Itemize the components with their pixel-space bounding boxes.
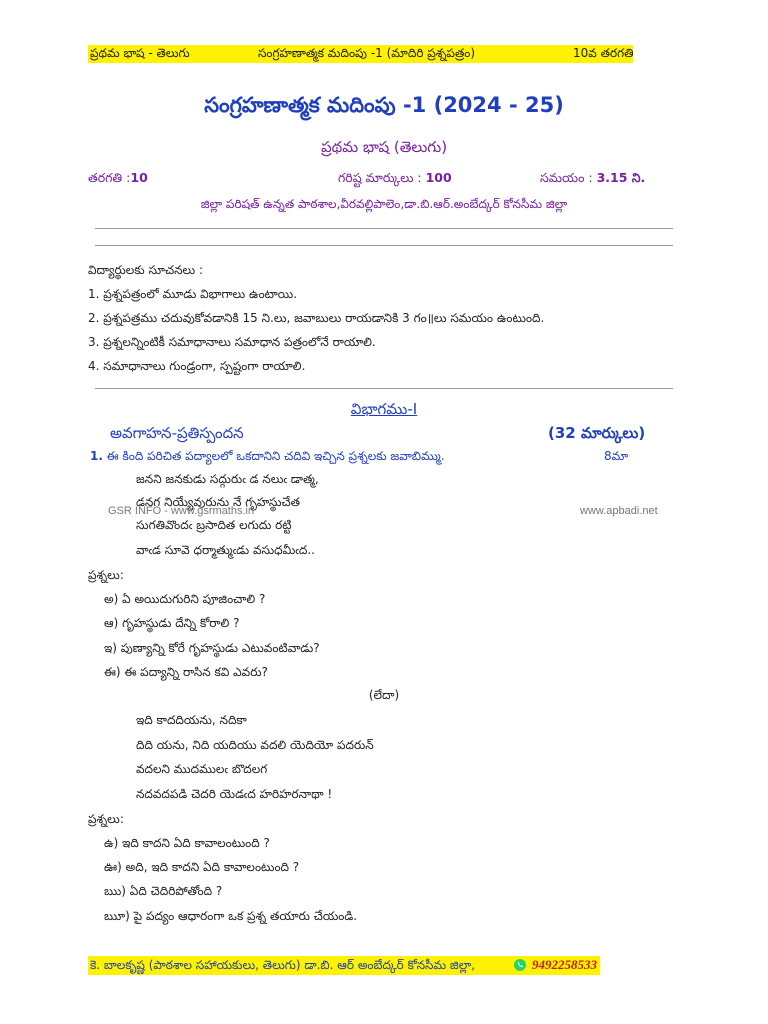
divider-top-2 <box>95 245 673 246</box>
school-name: జిల్లా పరిషత్ ఉన్నత పాఠశాల,వీరవల్లిపాలెం,డా.బి.ఆర్.అంబేద్కర్ కోనసీమ జిల్లా <box>200 197 568 211</box>
sub-question: ఊ) అది, ఇది కాదని ఏది కావాలంటుంది ? <box>104 860 300 874</box>
sub-question: అ) ఏ అయిదుగురిని పూజించాలి ? <box>104 592 266 606</box>
poem-line: డనగ నియ్యేవురును నే గృహస్థుచేత <box>136 495 300 509</box>
poem-line: ఇది కాదదియను, నదికా <box>136 713 247 727</box>
instruction-item: 2. ప్రశ్నపత్రము చదువుకోవడానికి 15 ని.లు, జవాబులు రాయడానికి 3 గం॥లు సమయం ఉంటుంది. <box>88 311 545 325</box>
poem-line: నదవదపడి చెదరి యెడఁద హరిహరనాథా ! <box>136 787 333 801</box>
sub-question: ఈ) ఈ పద్యాన్ని రాసిన కవి ఎవరు? <box>104 665 268 679</box>
question-text: ఈ కింది పరిచిత పద్యాలలో ఒకదానిని చదివి ఇచ్చిన ప్రశ్నలకు జవాబిమ్ము. <box>106 449 445 463</box>
marks-value: 100 <box>425 170 452 185</box>
divider-mid <box>95 388 673 389</box>
watermark-left: GSR INFO - www.gsrmaths.in <box>108 505 255 517</box>
time-label: సమయం : <box>540 170 593 185</box>
sub-question: ఋ) ఏది చెదిరిపోతోంది ? <box>104 884 223 898</box>
footer-credit: కె. బాలకృష్ణ (పాఠశాల సహాయకులు, తెలుగు) డా.బి. ఆర్ అంబేద్కర్ కోనసీమ జిల్లా, <box>90 958 476 972</box>
question-marks: 8మా <box>604 449 629 463</box>
time-info <box>540 170 645 189</box>
question-1 <box>90 449 445 466</box>
watermark-right: www.apbadi.net <box>580 505 658 517</box>
poem-line: వాఁడ సూవె ధర్మాత్ముఁడు వసుధమీఁద.. <box>136 543 315 557</box>
header-right: 10వ తరగతి <box>573 46 634 60</box>
questions-label: ప్రశ్నలు: <box>88 812 124 826</box>
question-number: 1. <box>90 449 103 463</box>
page-subtitle: ప్రథమ భాష (తెలుగు) <box>320 138 448 156</box>
or-separator: (లేదా) <box>368 688 400 702</box>
section-marks: (32 మార్కులు) <box>548 424 646 442</box>
sub-question: ఆ) గృహస్థుడు దేన్ని కోరాలి ? <box>104 616 240 630</box>
questions-label: ప్రశ్నలు: <box>88 568 124 582</box>
class-value: 10 <box>130 170 148 185</box>
instructions-heading: విద్యార్థులకు సూచనలు : <box>88 263 204 277</box>
marks-label: గరిష్ట మార్కులు : <box>338 170 422 185</box>
section-title: విభాగము-I <box>350 400 418 418</box>
poem-line: జనని జనకుడు సద్గురుఁ డ నలుఁ డాత్మ, <box>136 472 319 486</box>
header-left: ప్రథమ భాష - తెలుగు <box>90 46 190 60</box>
instruction-item: 4. సమాధానాలు గుండ్రంగా, స్పష్టంగా రాయాలి. <box>88 359 306 373</box>
poem-line: దిది యను, నిది యదియు వదలి యెదియో పదరున్ <box>136 738 374 752</box>
poem-line: వదలని ముదములఁ బొదలగ <box>136 762 268 776</box>
header-center: సంగ్రహణాత్మక మదింపు -1 (మాదిరి ప్రశ్నపత్రం) <box>258 46 476 60</box>
whatsapp-icon <box>514 959 526 971</box>
page-title: సంగ్రహణాత్మక మదింపు -1 (2024 - 25) <box>204 93 564 117</box>
poem-line: సుగతివొందఁ బ్రసాదిత లగుదు రట్టి <box>136 518 292 532</box>
footer-strip <box>88 956 600 975</box>
divider-top-1 <box>95 228 673 229</box>
footer-phone: 9492258533 <box>532 957 597 972</box>
marks-info <box>338 170 452 189</box>
time-value: 3.15 ని. <box>596 170 646 185</box>
section-topic: అవగాహన-ప్రతిస్పందన <box>110 424 244 442</box>
sub-question: ఉ) ఇది కాదని ఏది కావాలంటుంది ? <box>104 836 270 850</box>
instruction-item: 1. ప్రశ్నపత్రంలో మూడు విభాగాలు ఉంటాయి. <box>88 287 298 301</box>
header-strip <box>88 45 633 63</box>
class-label: తరగతి : <box>88 170 131 185</box>
sub-question: ఇ) పుణ్యాన్ని కోరే గృహస్థుడు ఎటువంటివాడు? <box>104 641 320 655</box>
sub-question: ౠ) పై పద్యం ఆధారంగా ఒక ప్రశ్న తయారు చేయండి. <box>104 909 358 923</box>
instruction-item: 3. ప్రశ్నలన్నింటికీ సమాధానాలు సమాధాన పత్రంలోనే రాయాలి. <box>88 335 376 349</box>
class-info <box>88 170 148 189</box>
phone-glyph <box>514 959 526 971</box>
